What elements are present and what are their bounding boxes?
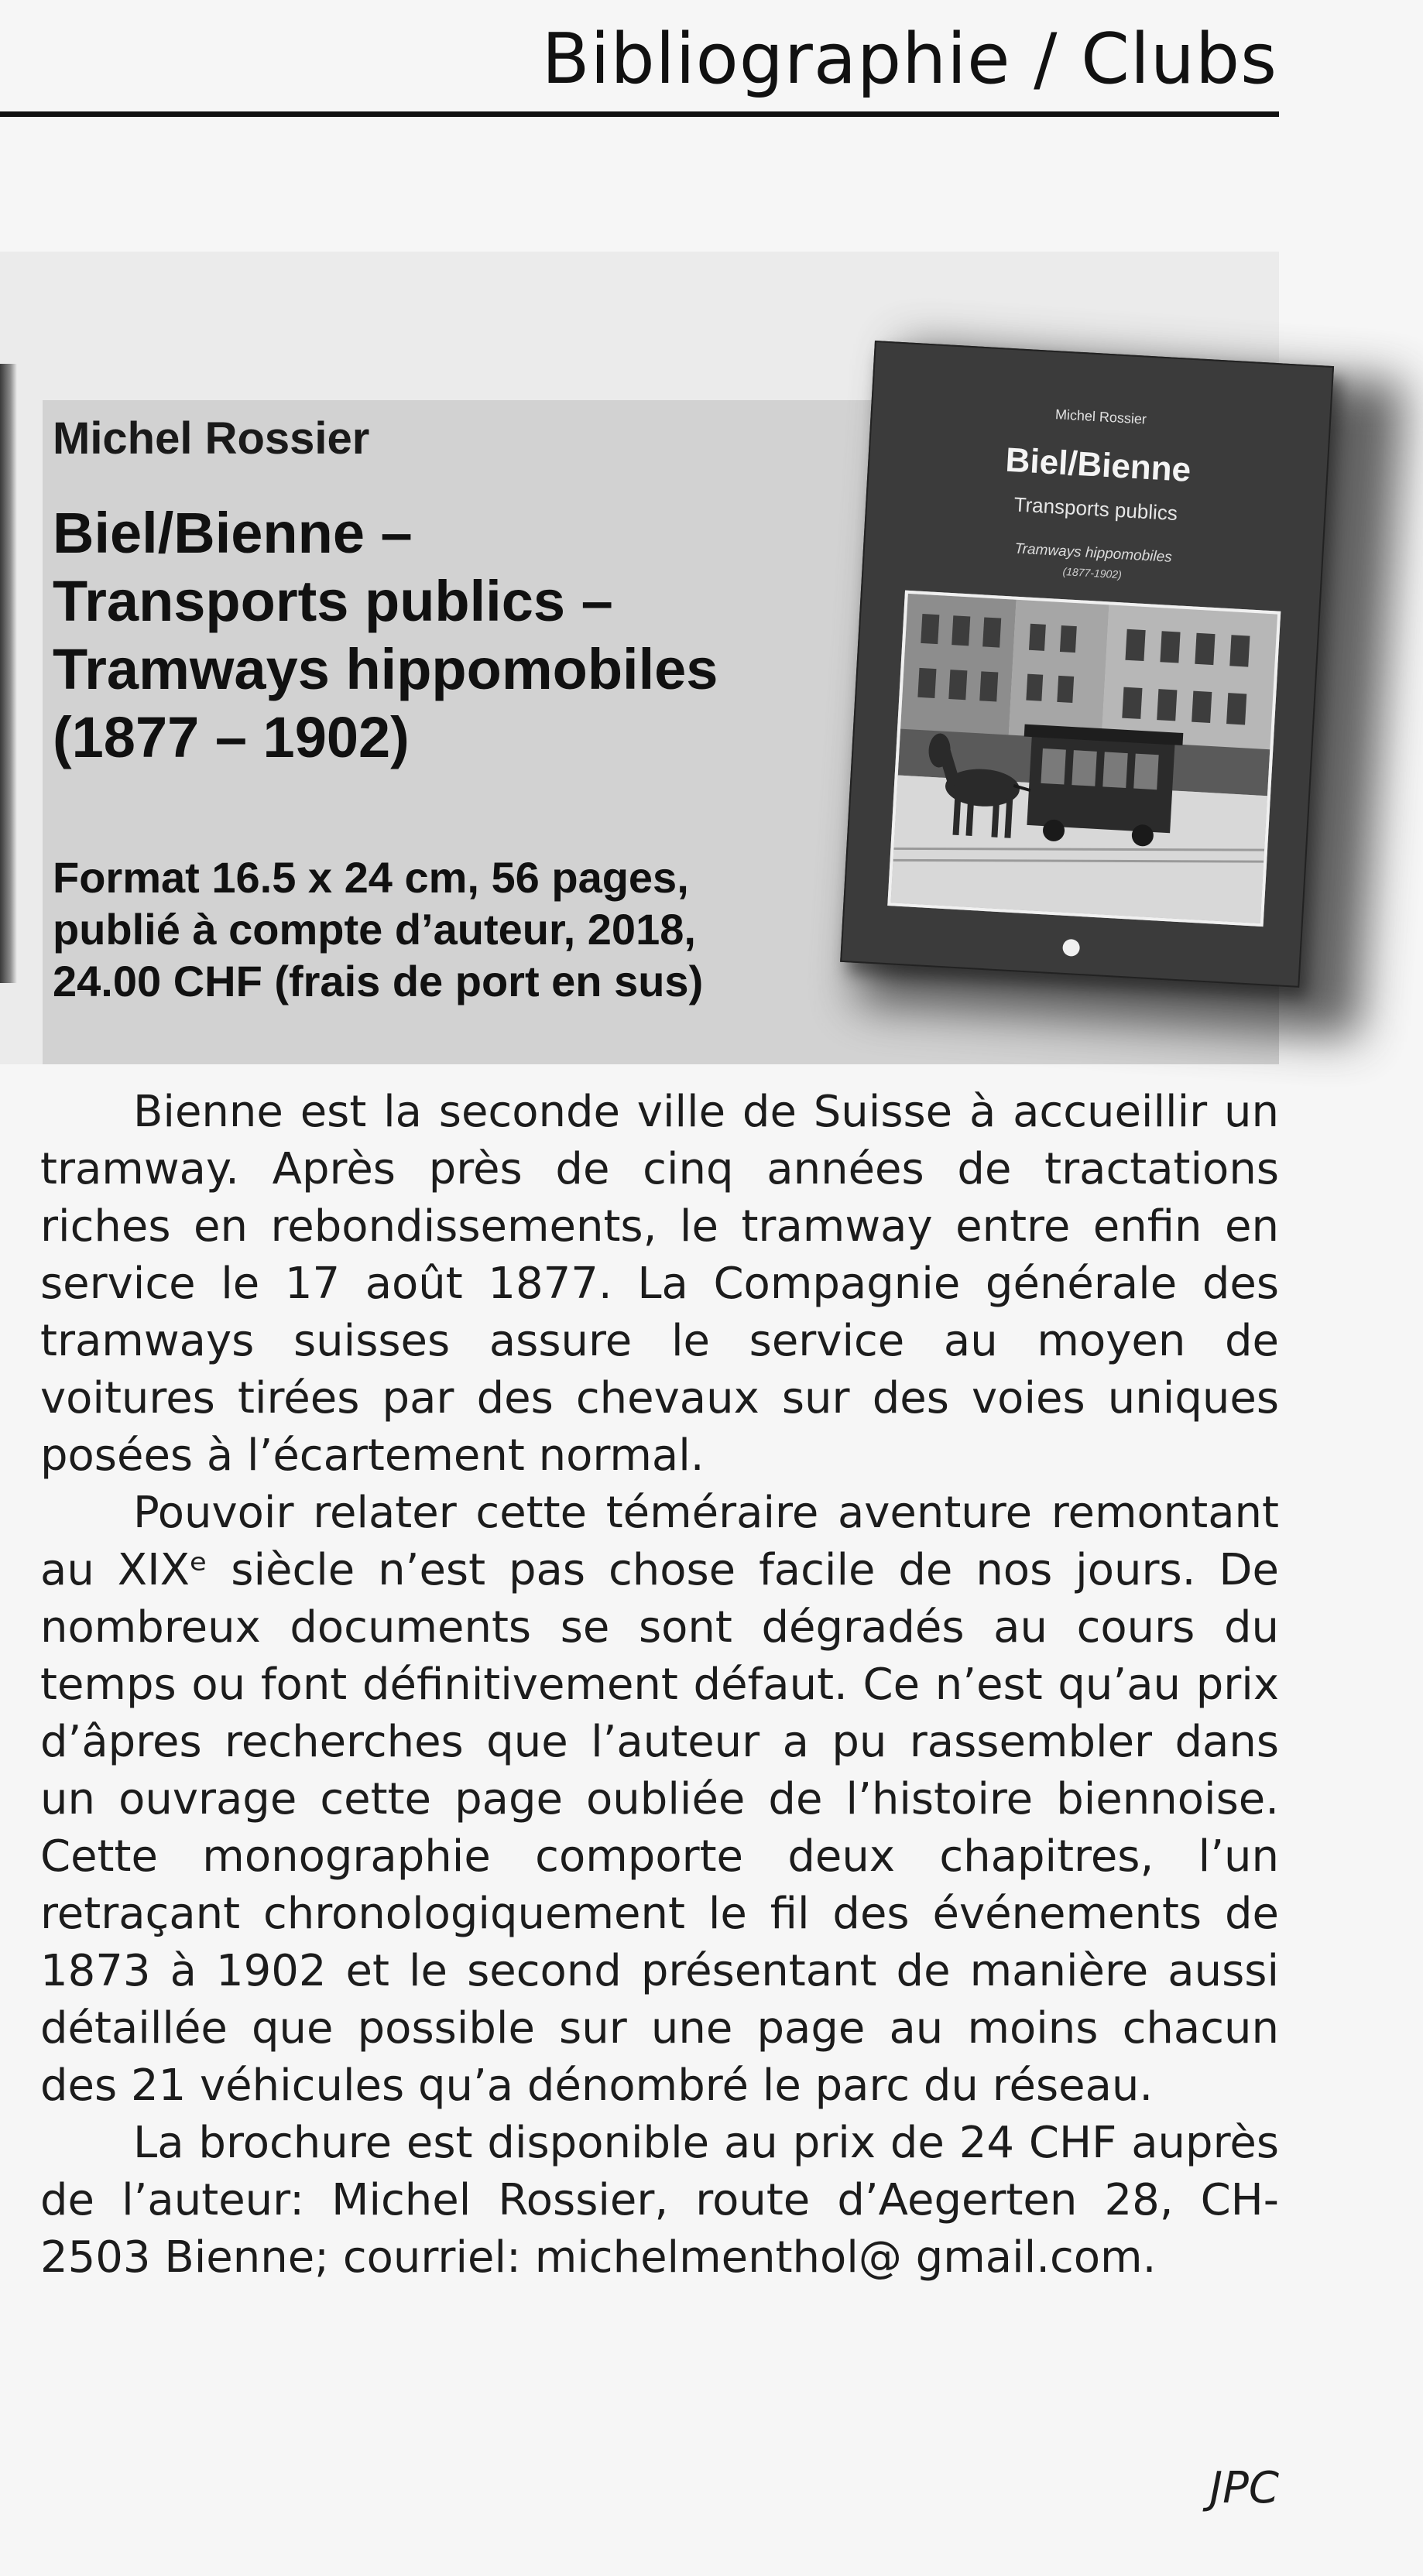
review-body — [40, 1084, 1279, 2287]
book-details-line: 24.00 CHF (frais de port en sus) — [53, 957, 704, 1005]
book-title-line: Transports publics – — [53, 569, 613, 633]
book-title-line: Biel/Bienne – — [53, 501, 413, 565]
cover-series: Tramways hippomobiles — [1013, 540, 1173, 566]
cover-photo-horse-tram — [887, 591, 1281, 927]
cover-subtitle: Transports publics — [1013, 492, 1178, 526]
review-author: Michel Rossier — [53, 413, 370, 464]
cover-title: Biel/Bienne — [1004, 440, 1192, 490]
book-title — [53, 499, 873, 772]
body-paragraph: Bienne est la seconde ville de Suisse à accueillir un tramway. Après près de cinq années de tractations riches en rebondissements, le tramway entre enfin en service le 17 août 1877. La Compagnie générale des tramways suisses assure le service au moyen de voitures tirées par des chevaux sur des voies uniques posées à l’écartement normal. — [40, 1087, 1279, 1481]
section-rule — [0, 111, 1279, 117]
cover-years: (1877-1902) — [1062, 565, 1123, 581]
book-details-line: Format 16.5 x 24 cm, 56 pages, — [53, 853, 689, 902]
body-paragraph: Pouvoir relater cette téméraire aventure remontant au XIXᵉ siècle n’est pas chose facile de nos jours. De nombreux documents se sont dégradés au cours du temps ou font définitivement défaut. Ce n’est qu’au prix d’âpres recherches que l’auteur a pu rassembler dans un ouvrage cette page oubliée de l’histoire biennoise. Cette monographie comporte deux chapitres, l’un retraçant chronologiquement le fil des événements de 1873 à 1902 et le second présentant de manière aussi détaillée que possible sur une page au moins chacun des 21 véhicules qu’a dénombré le parc du réseau. — [40, 1488, 1279, 2111]
horse-tram-illustration — [890, 594, 1277, 923]
book-title-line: (1877 – 1902) — [53, 705, 410, 769]
body-paragraph: La brochure est disponible au prix de 24 CHF auprès de l’auteur: Michel Rossier, route d’Aegerten 28, CH-2503 Bienne; courriel: michelmenthol@ gmail.com. — [40, 2118, 1279, 2283]
book-details-line: publié à compte d’auteur, 2018, — [53, 905, 696, 954]
publisher-logo-icon — [1062, 939, 1080, 957]
section-title: Bibliographie / Clubs — [541, 19, 1277, 100]
book-title-line: Tramways hippomobiles — [53, 637, 718, 701]
review-signature: JPC — [1209, 2463, 1279, 2513]
book-details — [53, 851, 873, 1007]
page-edge-shadow — [0, 364, 17, 983]
book-cover — [840, 341, 1334, 988]
cover-author: Michel Rossier — [1054, 406, 1147, 427]
